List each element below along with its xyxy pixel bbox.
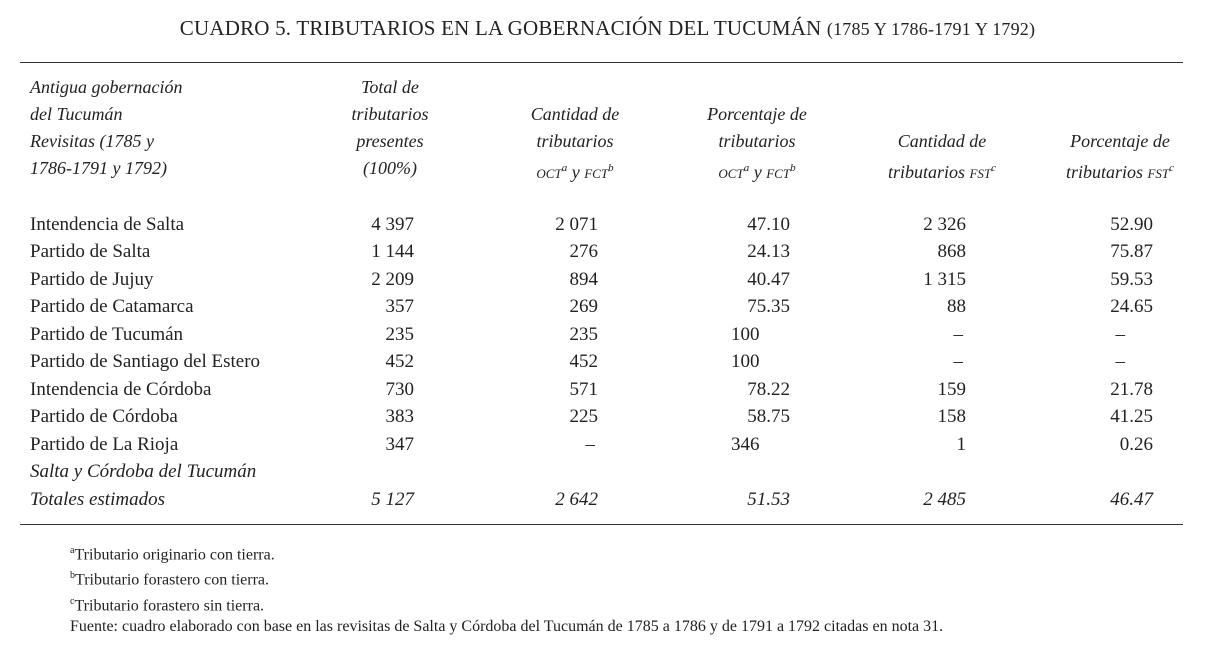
table-row — [0, 403, 1215, 430]
cell-total: 730 — [385, 379, 414, 400]
cell-pct-oct-fct: 24.13 — [747, 241, 790, 262]
cell-pct-oct-fct: 58.75 — [747, 406, 790, 427]
cell-pct-fst: 24.65 — [1110, 296, 1153, 317]
cell-pct-fst: – — [1115, 351, 1125, 372]
cell-oct-fct: 235 — [569, 324, 598, 345]
totals-label: Salta y Córdoba del Tucumán — [30, 461, 257, 482]
table-title — [0, 16, 1215, 41]
source-note: Fuente: cuadro elaborado con base en las revisitas de Salta y Córdoba del Tucumán de 1785 a 1786 y de 1791 a 1792 citadas en nota 31. — [70, 617, 944, 635]
cell-oct-fct: 571 — [569, 379, 598, 400]
header-line: Total de — [361, 77, 419, 97]
table-row — [0, 266, 1215, 293]
title-main: CUADRO 5. TRIBUTARIOS EN LA GOBERNACIÓN DEL TUCUMÁN — [179, 16, 822, 40]
footnote — [70, 565, 943, 590]
header-line: Porcentaje de — [707, 104, 807, 124]
cell-fst: 88 — [947, 296, 966, 317]
footnote — [70, 591, 943, 616]
header-line: Porcentaje de — [1070, 131, 1170, 151]
cell-total: 1 144 — [371, 241, 414, 262]
cell-pct-oct-fct: 100 — [731, 324, 760, 345]
table-row — [0, 348, 1215, 375]
totals-label-row — [0, 458, 1215, 485]
cell-pct-fst: 21.78 — [1110, 379, 1153, 400]
cell-pct-oct-fct: 346 — [731, 434, 760, 455]
cell-oct-fct: 276 — [569, 241, 598, 262]
footnote-mark: c — [991, 162, 997, 174]
footnote-mark: b — [70, 570, 75, 582]
cell-fst: – — [953, 324, 963, 345]
header-line: tributarios — [351, 104, 429, 124]
abbr-oct: OCT — [536, 166, 562, 181]
header-line: del Tucumán — [30, 104, 123, 124]
header-line: (100%) — [363, 158, 417, 178]
footnote-mark: a — [561, 162, 568, 174]
cell-oct-fct: – — [585, 434, 595, 455]
table-row — [0, 211, 1215, 238]
cell-pct-oct-fct: 100 — [731, 351, 760, 372]
header-total — [330, 74, 450, 182]
header-connector: y — [749, 162, 767, 182]
abbr-oct: OCT — [718, 166, 744, 181]
cell-pct-oct-fct: 40.47 — [747, 269, 790, 290]
cell-oct-fct: 2 071 — [555, 214, 598, 235]
cell-fst: 2 326 — [923, 214, 966, 235]
row-name: Partido de Santiago del Estero — [30, 351, 261, 372]
header-fst-count — [862, 128, 1022, 187]
header-line: presentes — [356, 131, 424, 151]
header-line — [862, 155, 1022, 187]
cell-total: 4 397 — [371, 214, 414, 235]
table-row — [0, 321, 1215, 348]
abbr-fst: FST — [969, 166, 992, 181]
abbr-fct: FCT — [766, 166, 791, 181]
header-oct-fct-percent — [682, 101, 832, 187]
header-region — [30, 74, 182, 182]
cell-pct-fst: 41.25 — [1110, 406, 1153, 427]
cell-oct-fct: 269 — [569, 296, 598, 317]
totals-row — [0, 486, 1215, 513]
cell-total: 357 — [385, 296, 414, 317]
cell-total: 2 209 — [371, 269, 414, 290]
cell-total: 383 — [385, 406, 414, 427]
header-line: Revisitas (1785 y — [30, 131, 154, 151]
cell-oct-fct: 225 — [569, 406, 598, 427]
cell-pct-fst: 75.87 — [1110, 241, 1153, 262]
table-row — [0, 376, 1215, 403]
title-years: (1785 Y 1786-1791 Y 1792) — [826, 19, 1036, 39]
cell-fst: 868 — [937, 241, 966, 262]
cell-total: 5 127 — [371, 489, 414, 510]
cell-pct-oct-fct: 75.35 — [747, 296, 790, 317]
cell-fst: 2 485 — [923, 489, 966, 510]
footnotes — [70, 540, 943, 637]
cell-total: 347 — [385, 434, 414, 455]
cell-fst: – — [953, 351, 963, 372]
cell-pct-oct-fct: 47.10 — [747, 214, 790, 235]
abbr-fst: FST — [1147, 166, 1170, 181]
footnote-mark: a — [70, 545, 75, 556]
cell-total: 235 — [385, 324, 414, 345]
header-word: tributarios — [1065, 162, 1148, 182]
cell-pct-fst: 0.26 — [1119, 434, 1153, 455]
footnote-mark: c — [70, 595, 75, 607]
row-name: Partido de Salta — [30, 241, 151, 262]
cell-pct-fst: 46.47 — [1110, 489, 1153, 510]
header-oct-fct-count — [500, 101, 650, 187]
row-name: Partido de Córdoba — [30, 406, 178, 427]
row-name: Intendencia de Salta — [30, 214, 185, 235]
table-row — [0, 238, 1215, 265]
header-line: Cantidad de — [897, 131, 987, 151]
footnote — [70, 540, 943, 565]
footnote-mark: a — [743, 162, 750, 174]
header-line — [682, 155, 832, 187]
header-line: 1786-1791 y 1792) — [30, 158, 167, 178]
header-fst-percent — [1045, 128, 1195, 187]
footnote-mark: b — [608, 162, 614, 174]
cell-pct-fst: 59.53 — [1110, 269, 1153, 290]
header-line: tributarios — [718, 131, 796, 151]
header-line — [500, 155, 650, 187]
cell-fst: 159 — [937, 379, 966, 400]
cell-oct-fct: 2 642 — [555, 489, 598, 510]
cell-pct-fst: 52.90 — [1110, 214, 1153, 235]
header-line: tributarios — [536, 131, 614, 151]
cell-fst: 1 — [956, 434, 966, 455]
header-word: tributarios — [887, 162, 970, 182]
row-name: Intendencia de Córdoba — [30, 379, 212, 400]
row-name: Partido de Jujuy — [30, 269, 154, 290]
abbr-fct: FCT — [584, 166, 609, 181]
bottom-rule — [20, 524, 1183, 525]
cell-oct-fct: 894 — [569, 269, 598, 290]
row-name: Partido de La Rioja — [30, 434, 179, 455]
row-name: Partido de Catamarca — [30, 296, 194, 317]
header-line: Cantidad de — [530, 104, 620, 124]
footnote-mark: c — [1169, 162, 1175, 174]
row-name: Partido de Tucumán — [30, 324, 184, 345]
footnote-text: Tributario originario con tierra. — [74, 546, 275, 564]
header-connector: y — [567, 162, 585, 182]
cell-pct-oct-fct: 78.22 — [747, 379, 790, 400]
header-line — [1045, 155, 1195, 187]
cell-fst: 1 315 — [923, 269, 966, 290]
cell-pct-fst: – — [1115, 324, 1125, 345]
table-row — [0, 431, 1215, 458]
cell-total: 452 — [385, 351, 414, 372]
cell-fst: 158 — [937, 406, 966, 427]
cell-oct-fct: 452 — [569, 351, 598, 372]
footnote-mark: b — [790, 162, 796, 174]
header-line: Antigua gobernación — [30, 77, 183, 97]
totals-sublabel: Totales estimados — [30, 489, 165, 510]
footnote-text: Tributario forastero con tierra. — [75, 571, 270, 589]
footnote-text: Tributario forastero sin tierra. — [74, 596, 265, 614]
cell-pct-oct-fct: 51.53 — [747, 489, 790, 510]
table-row — [0, 293, 1215, 320]
top-rule — [20, 62, 1183, 63]
